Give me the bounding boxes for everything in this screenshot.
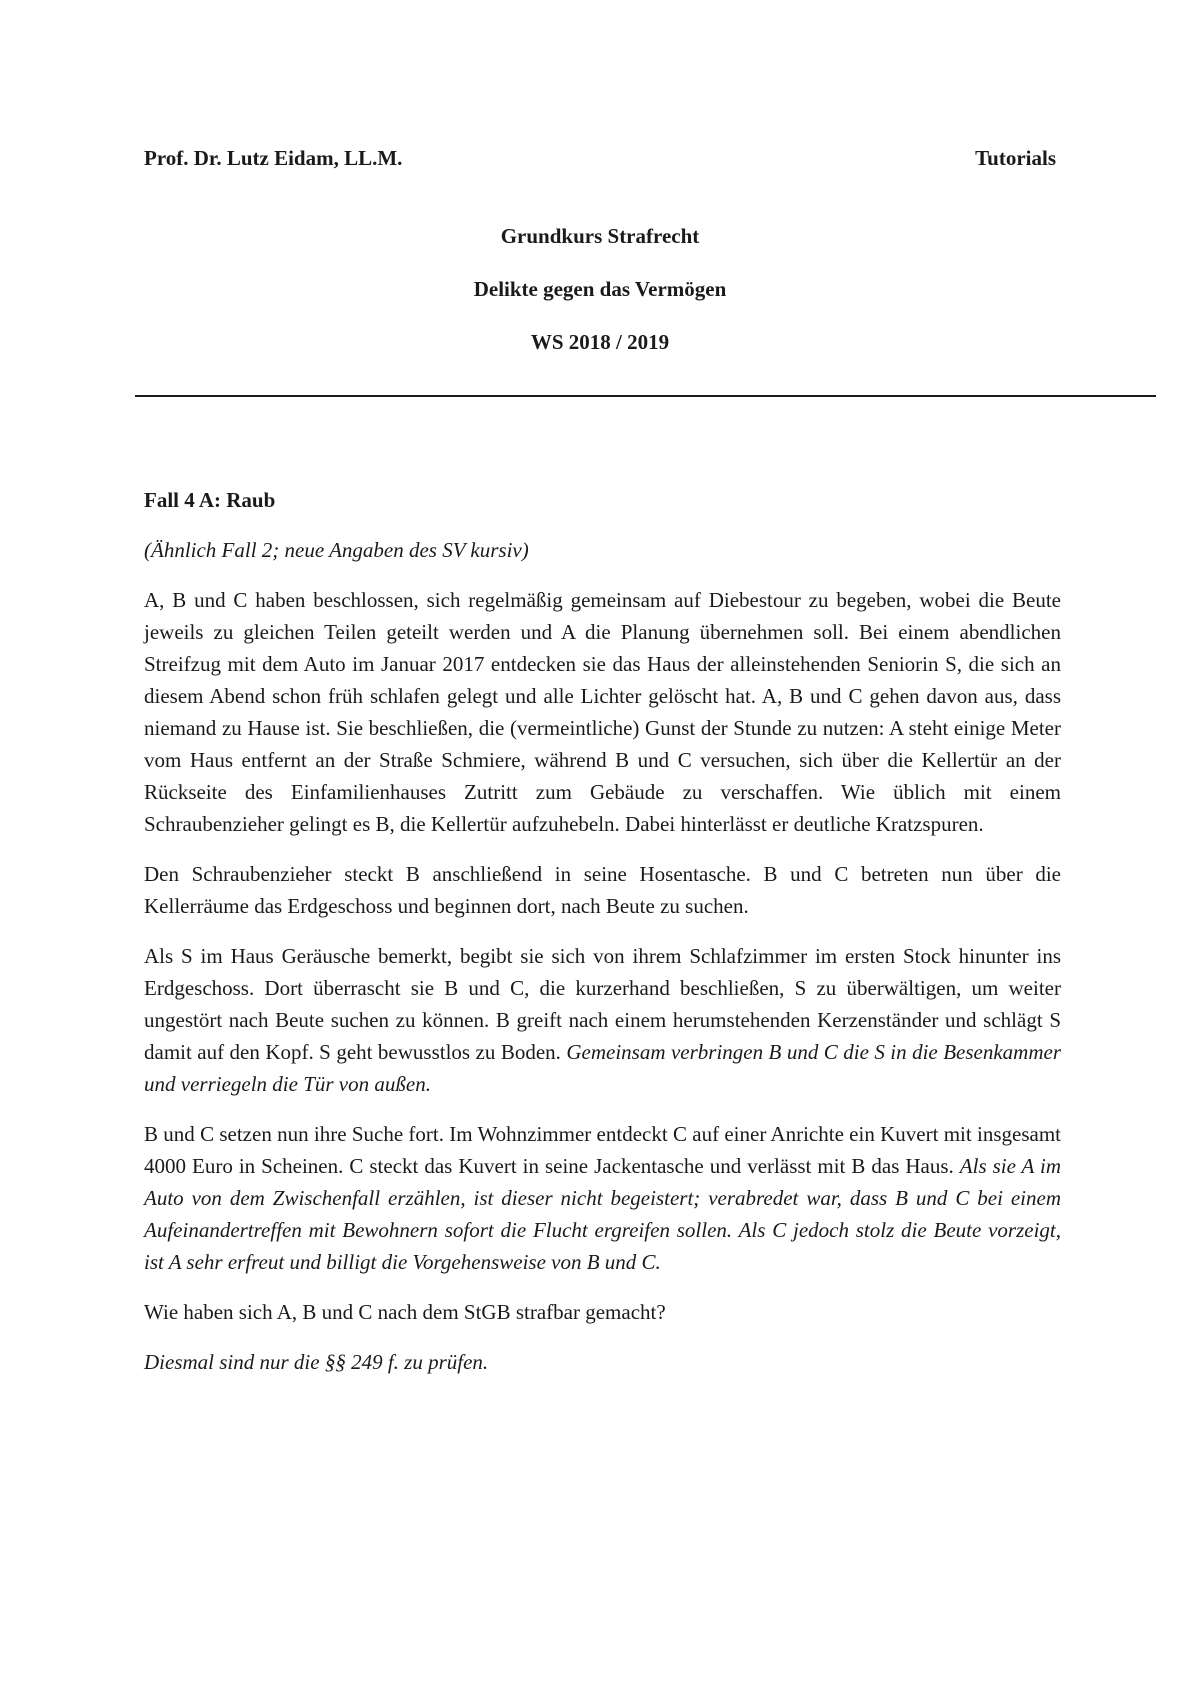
page-header (144, 146, 1056, 176)
author-name: Prof. Dr. Lutz Eidam, LL.M. (144, 146, 403, 170)
case-paragraph-2: Den Schraubenzieher steckt B anschließend in seine Hosentasche. B und C betreten nun über die Kellerräume das Erdgeschoss und beginnen dort, nach Beute zu suchen. (144, 862, 1061, 918)
horizontal-rule (135, 395, 1156, 397)
paragraph-4-text: B und C setzen nun ihre Suche fort. Im Wohnzimmer entdeckt C auf einer Anrichte ein Kuvert mit insgesamt 4000 Euro in Scheinen. C steckt das Kuvert in seine Jackentasche und verlässt mit B das Haus. (144, 1122, 1061, 1178)
paragraph-4-italic-text: Als sie A im Auto von dem Zwischenfall erzählen, ist dieser nicht begeistert; verabredet war, dass B und C bei einem Aufeinandertreffen mit Bewohnern sofort die Flucht ergreifen sollen. Als C jedoch stolz die Beute vorzeigt, ist A sehr erfreut und billigt die Vorgehensweise von B und C. (144, 1154, 1062, 1274)
case-paragraph-4 (144, 1118, 1061, 1278)
topic-title: Delikte gegen das Vermögen (473, 277, 727, 301)
case-hint: Diesmal sind nur die §§ 249 f. zu prüfen. (144, 1350, 489, 1374)
paragraph-3-text: Als S im Haus Geräusche bemerkt, begibt sie sich von ihrem Schlafzimmer im ersten Stock hinunter ins Erdgeschoss. Dort überrascht sie B und C, die kurzerhand beschließen, S zu überwältigen, um weiter ungestört nach Beute suchen zu können. B greift nach einem herumstehenden Kerzenständer und schlägt S damit auf den Kopf. S geht bewusstlos zu Boden. (144, 944, 1061, 1064)
case-question: Wie haben sich A, B und C nach dem StGB strafbar gemacht? (144, 1300, 666, 1324)
paragraph-3-italic-text: Gemeinsam verbringen B und C die S in die Besenkammer und verriegeln die Tür von außen. (144, 1040, 1061, 1096)
case-title: Fall 4 A: Raub (144, 488, 276, 512)
course-title: Grundkurs Strafrecht (500, 224, 700, 248)
section-label: Tutorials (975, 146, 1056, 170)
case-paragraph-1: A, B und C haben beschlossen, sich regelmäßig gemeinsam auf Diebestour zu begeben, wobei die Beute jeweils zu gleichen Teilen geteilt werden und A die Planung übernehmen soll. Bei einem abendlichen Streifzug mit dem Auto im Januar 2017 entdecken sie das Haus der alleinstehenden Seniorin S, die sich an diesem Abend schon früh schlafen gelegt und alle Lichter gelöscht hat. A, B und C gehen davon aus, dass niemand zu Hause ist. Sie beschließen, die (vermeintliche) Gunst der Stunde zu nutzen: A steht einige Meter vom Haus entfernt an der Straße Schmiere, während B und C versuchen, sich über die Kellertür an der Rückseite des Einfamilienhauses Zutritt zum Gebäude zu verschaffen. Wie üblich mit einem Schraubenzieher gelingt es B, die Kellertür aufzuhebeln. Dabei hinterlässt er deutliche Kratzspuren. (144, 588, 1061, 836)
case-paragraph-3 (144, 940, 1061, 1100)
semester-title: WS 2018 / 2019 (530, 330, 670, 354)
case-content (144, 484, 1061, 1378)
case-note: (Ähnlich Fall 2; neue Angaben des SV kursiv) (144, 538, 529, 562)
